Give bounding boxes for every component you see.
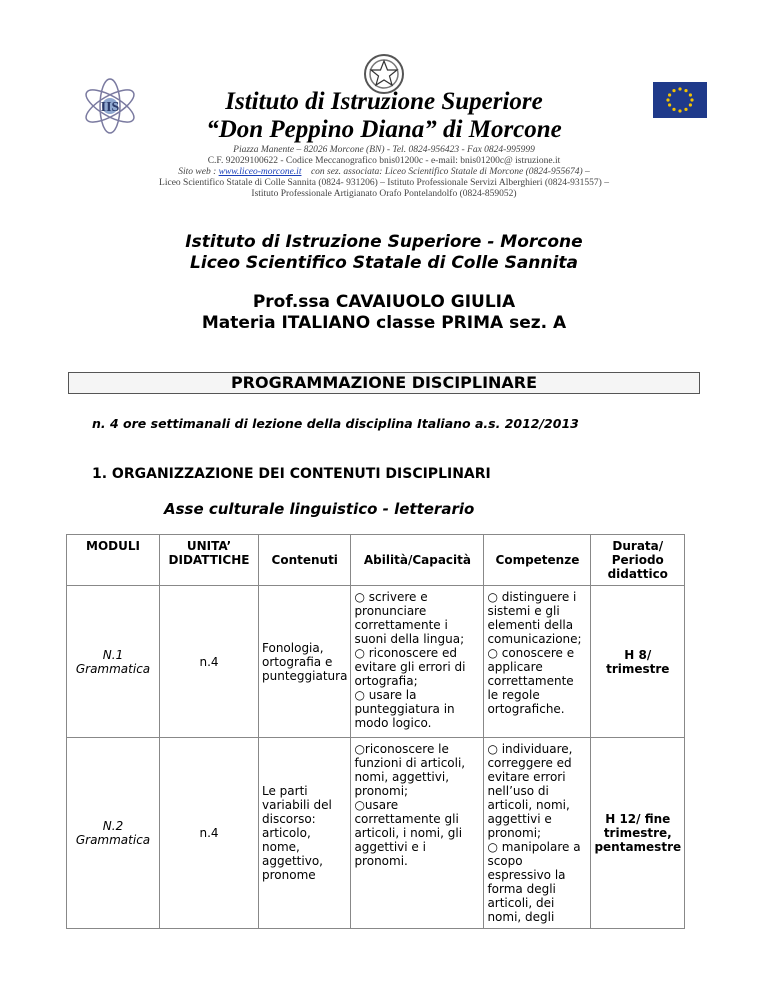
- row1-contenuti: Fonologia, ortografia e punteggiatura: [259, 586, 351, 738]
- web-prefix: Sito web :: [178, 167, 219, 177]
- table-row: [67, 586, 685, 738]
- letterhead-title-line2: “Don Peppino Diana” di Morcone: [206, 116, 562, 143]
- program-title: PROGRAMMAZIONE DISCIPLINARE: [68, 372, 700, 394]
- header-contenuti: Contenuti: [259, 535, 351, 586]
- axis-title: Asse culturale linguistico - letterario: [164, 500, 475, 518]
- website-link[interactable]: www.liceo-morcone.it: [218, 167, 302, 177]
- header-abilita: Abilità/Capacità: [351, 535, 484, 586]
- row1-abilita: [351, 586, 484, 738]
- row2-modulo: N.2 Grammatica: [67, 738, 160, 929]
- row1-unita: n.4: [160, 586, 259, 738]
- row2-competenze-item: ○ individuare, correggere ed evitare errori nell’uso di articoli, nomi, aggettivi e pronomi;: [487, 742, 573, 840]
- row1-abilita-item: ○ usare la punteggiatura in modo logico.: [354, 688, 455, 730]
- institute-line2: Liceo Scientifico Statale di Colle Sannita: [190, 253, 578, 273]
- row1-abilita-item: ○ scrivere e pronunciare correttamente i suoni della lingua;: [354, 590, 465, 646]
- logo-text: IIS: [100, 100, 120, 115]
- header-competenze: Competenze: [484, 535, 591, 586]
- row1-competenze: [484, 586, 591, 738]
- row2-abilita-item: ○riconoscere le funzioni di articoli, nomi, aggettivi, pronomi;: [354, 742, 466, 798]
- row2-contenuti: Le parti variabili del discorso: articolo, nome, aggettivo, pronome: [259, 738, 351, 929]
- row1-competenze-item: ○ conoscere e applicare correttamente le regole ortografiche.: [487, 646, 575, 716]
- section-title: 1. ORGANIZZAZIONE DEI CONTENUTI DISCIPLINARI: [92, 466, 491, 482]
- letterhead-address: Piazza Manente – 82026 Morcone (BN) - Tel. 0824-956423 - Fax 0824-995999: [233, 145, 535, 155]
- row2-unita: n.4: [160, 738, 259, 929]
- hours-note: n. 4 ore settimanali di lezione della disciplina Italiano a.s. 2012/2013: [92, 416, 579, 431]
- row1-abilita-item: ○ riconoscere ed evitare gli errori di ortografia;: [354, 646, 466, 688]
- letterhead-web: [0, 167, 768, 178]
- subject-class: Materia ITALIANO classe PRIMA sez. A: [201, 313, 567, 333]
- row2-competenze-item: ○ manipolare a scopo espressivo la forma degli articoli, dei nomi, degli: [487, 840, 581, 924]
- row2-competenze: [484, 738, 591, 929]
- row1-competenze-item: ○ distinguere i sistemi e gli elementi della comunicazione;: [487, 590, 582, 646]
- header-moduli: MODULI: [67, 535, 160, 586]
- row1-modulo: N.1 Grammatica: [67, 586, 160, 738]
- institute-line1: Istituto di Istruzione Superiore - Morcone: [185, 232, 583, 252]
- row2-abilita-item: ○usare correttamente gli articoli, i nomi, gli aggettivi e i pronomi.: [354, 798, 463, 868]
- header-unita: UNITA’ DIDATTICHE: [160, 535, 259, 586]
- program-table: [66, 534, 685, 929]
- row2-abilita: [351, 738, 484, 929]
- row2-durata: H 12/ fine trimestre, pentamestre: [591, 738, 685, 929]
- web-rest: con sez. associata: Liceo Scientifico Statale di Morcone (0824-955674) –: [310, 167, 590, 177]
- letterhead-title-line1: Istituto di Istruzione Superiore: [225, 88, 543, 115]
- letterhead-colle: Liceo Scientifico Statale di Colle Sannita (0824- 931206) – Istituto Professionale Servizi Alberghieri (0824-931557) –: [159, 178, 609, 188]
- letterhead-fiscal: C.F. 92029100622 - Codice Meccanografico bnis01200c - e-mail: bnis01200c@ istruzione.it: [207, 156, 561, 166]
- header-durata: Durata/ Periodo didattico: [591, 535, 685, 586]
- letterhead-orafo: Istituto Professionale Artigianato Orafo Pontelandolfo (0824-859052): [251, 189, 517, 199]
- teacher-name: Prof.ssa CAVAIUOLO GIULIA: [252, 292, 516, 312]
- table-header-row: [67, 535, 685, 586]
- table-row: [67, 738, 685, 929]
- row1-durata: H 8/ trimestre: [591, 586, 685, 738]
